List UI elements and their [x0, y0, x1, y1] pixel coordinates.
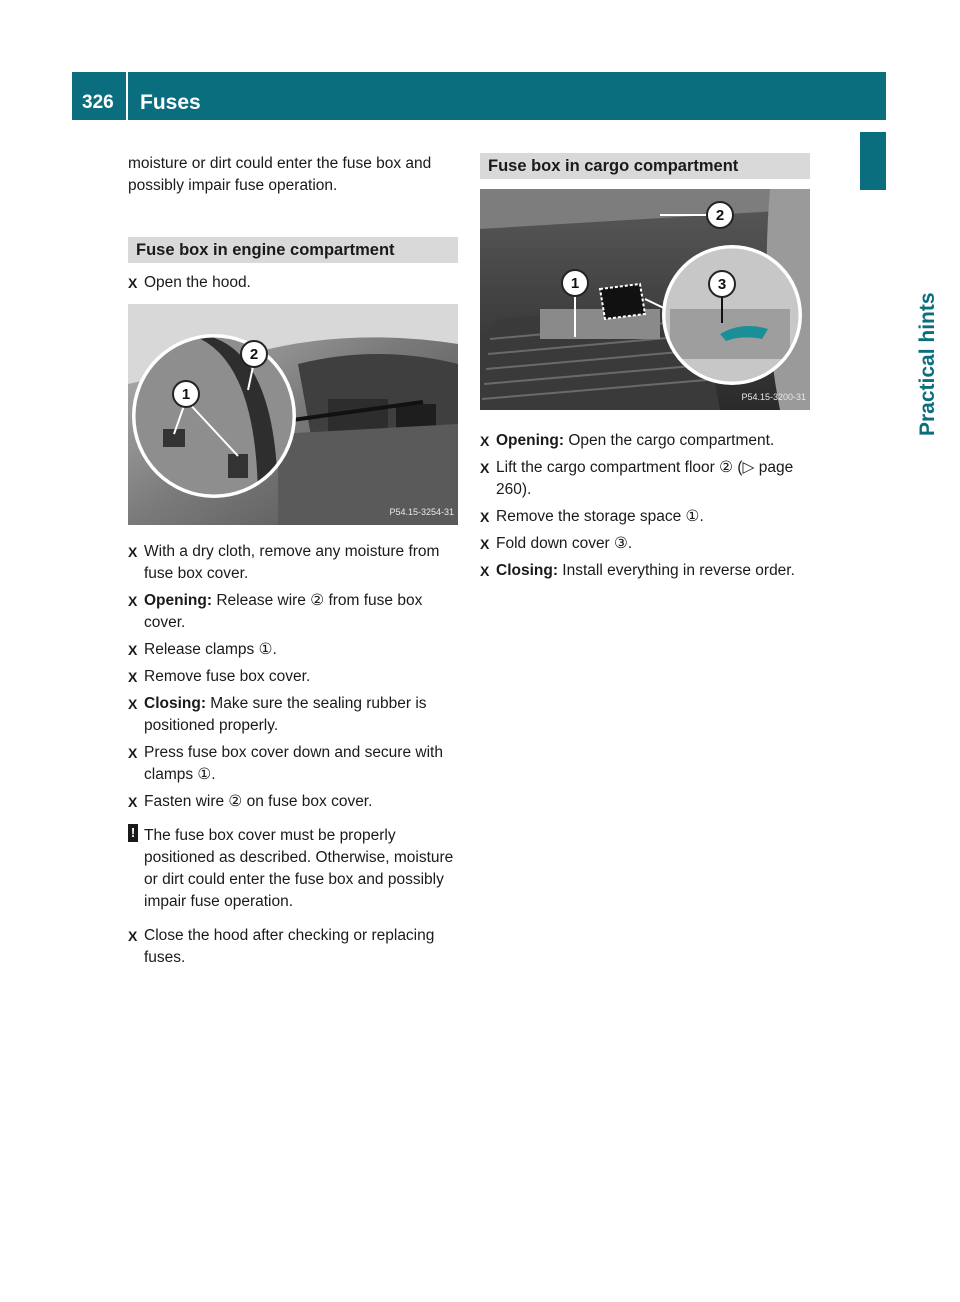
step-item [480, 560, 810, 582]
step-item [128, 541, 458, 585]
callout-3: 3 [717, 276, 727, 293]
figure-code: P54.15-3254-31 [389, 507, 454, 517]
step-item [480, 506, 810, 528]
section-heading-cargo: Fuse box in cargo compartment [480, 153, 810, 179]
step-text: Press fuse box cover down and secure with clamps ①. [144, 744, 443, 783]
step-item [128, 742, 458, 786]
step-text: Open the hood. [144, 274, 251, 291]
header-divider [126, 72, 128, 120]
left-column [128, 153, 458, 974]
step-open-hood [128, 272, 458, 294]
step-text: Fold down cover ③. [496, 535, 633, 552]
step-marker: X [128, 593, 138, 609]
intro-text: moisture or dirt could enter the fuse box and possibly impair fuse operation. [128, 155, 432, 194]
section-label: Practical hints [916, 292, 939, 436]
page-title: Fuses [140, 91, 201, 114]
step-item [480, 457, 810, 501]
step-text: Fasten wire ② on fuse box cover. [144, 793, 373, 810]
section-heading-engine: Fuse box in engine compartment [128, 237, 458, 263]
step-item [128, 666, 458, 688]
callout-2: 2 [249, 346, 259, 363]
step-marker: X [480, 460, 490, 476]
step-lead: Opening: [144, 592, 213, 609]
step-text: With a dry cloth, remove any moisture from fuse box cover. [144, 543, 440, 582]
step-marker: X [128, 745, 138, 761]
step-marker: X [128, 275, 138, 291]
page-number: 326 [82, 92, 114, 113]
step-item [128, 639, 458, 661]
step-lead: Opening: [496, 432, 565, 449]
step-item [128, 590, 458, 634]
cargo-compartment-figure [480, 189, 810, 410]
step-marker: X [128, 669, 138, 685]
step-item [128, 791, 458, 813]
right-column [480, 153, 810, 587]
warning-text: The fuse box cover must be properly positioned as described. Otherwise, moisture or dirt could enter the fuse box and possibly impair fuse operation. [144, 827, 454, 910]
step-marker: X [480, 563, 490, 579]
figure-code: P54.15-3200-31 [741, 392, 806, 402]
warning-note [128, 825, 458, 913]
step-item [480, 430, 810, 452]
step-marker: X [480, 536, 490, 552]
step-text: Release wire ② from fuse box cover. [144, 592, 423, 631]
step-marker: X [128, 696, 138, 712]
callout-1: 1 [570, 275, 580, 292]
warning-icon: ! [128, 824, 138, 842]
step-marker: X [480, 509, 490, 525]
step-text: Close the hood after checking or replacing fuses. [144, 927, 435, 966]
step-item [480, 533, 810, 555]
step-marker: X [128, 544, 138, 560]
callout-1: 1 [181, 386, 191, 403]
step-item [128, 693, 458, 737]
step-lead: Closing: [496, 562, 558, 579]
step-text: Lift the cargo compartment floor ② (▷ page 260). [496, 459, 794, 498]
step-text: Release clamps ①. [144, 641, 277, 658]
step-marker: X [480, 433, 490, 449]
section-tab [860, 132, 886, 190]
step-text: Remove fuse box cover. [144, 668, 311, 685]
step-marker: X [128, 642, 138, 658]
step-lead: Closing: [144, 695, 206, 712]
step-text: Open the cargo compartment. [564, 432, 775, 449]
step-marker: X [128, 794, 138, 810]
step-text: Make sure the sealing rubber is positioned properly. [144, 695, 427, 734]
callout-2: 2 [715, 207, 725, 224]
step-close-hood [128, 925, 458, 969]
engine-compartment-figure [128, 304, 458, 525]
step-text: Remove the storage space ①. [496, 508, 704, 525]
step-text: Install everything in reverse order. [558, 562, 795, 579]
step-marker: X [128, 928, 138, 944]
